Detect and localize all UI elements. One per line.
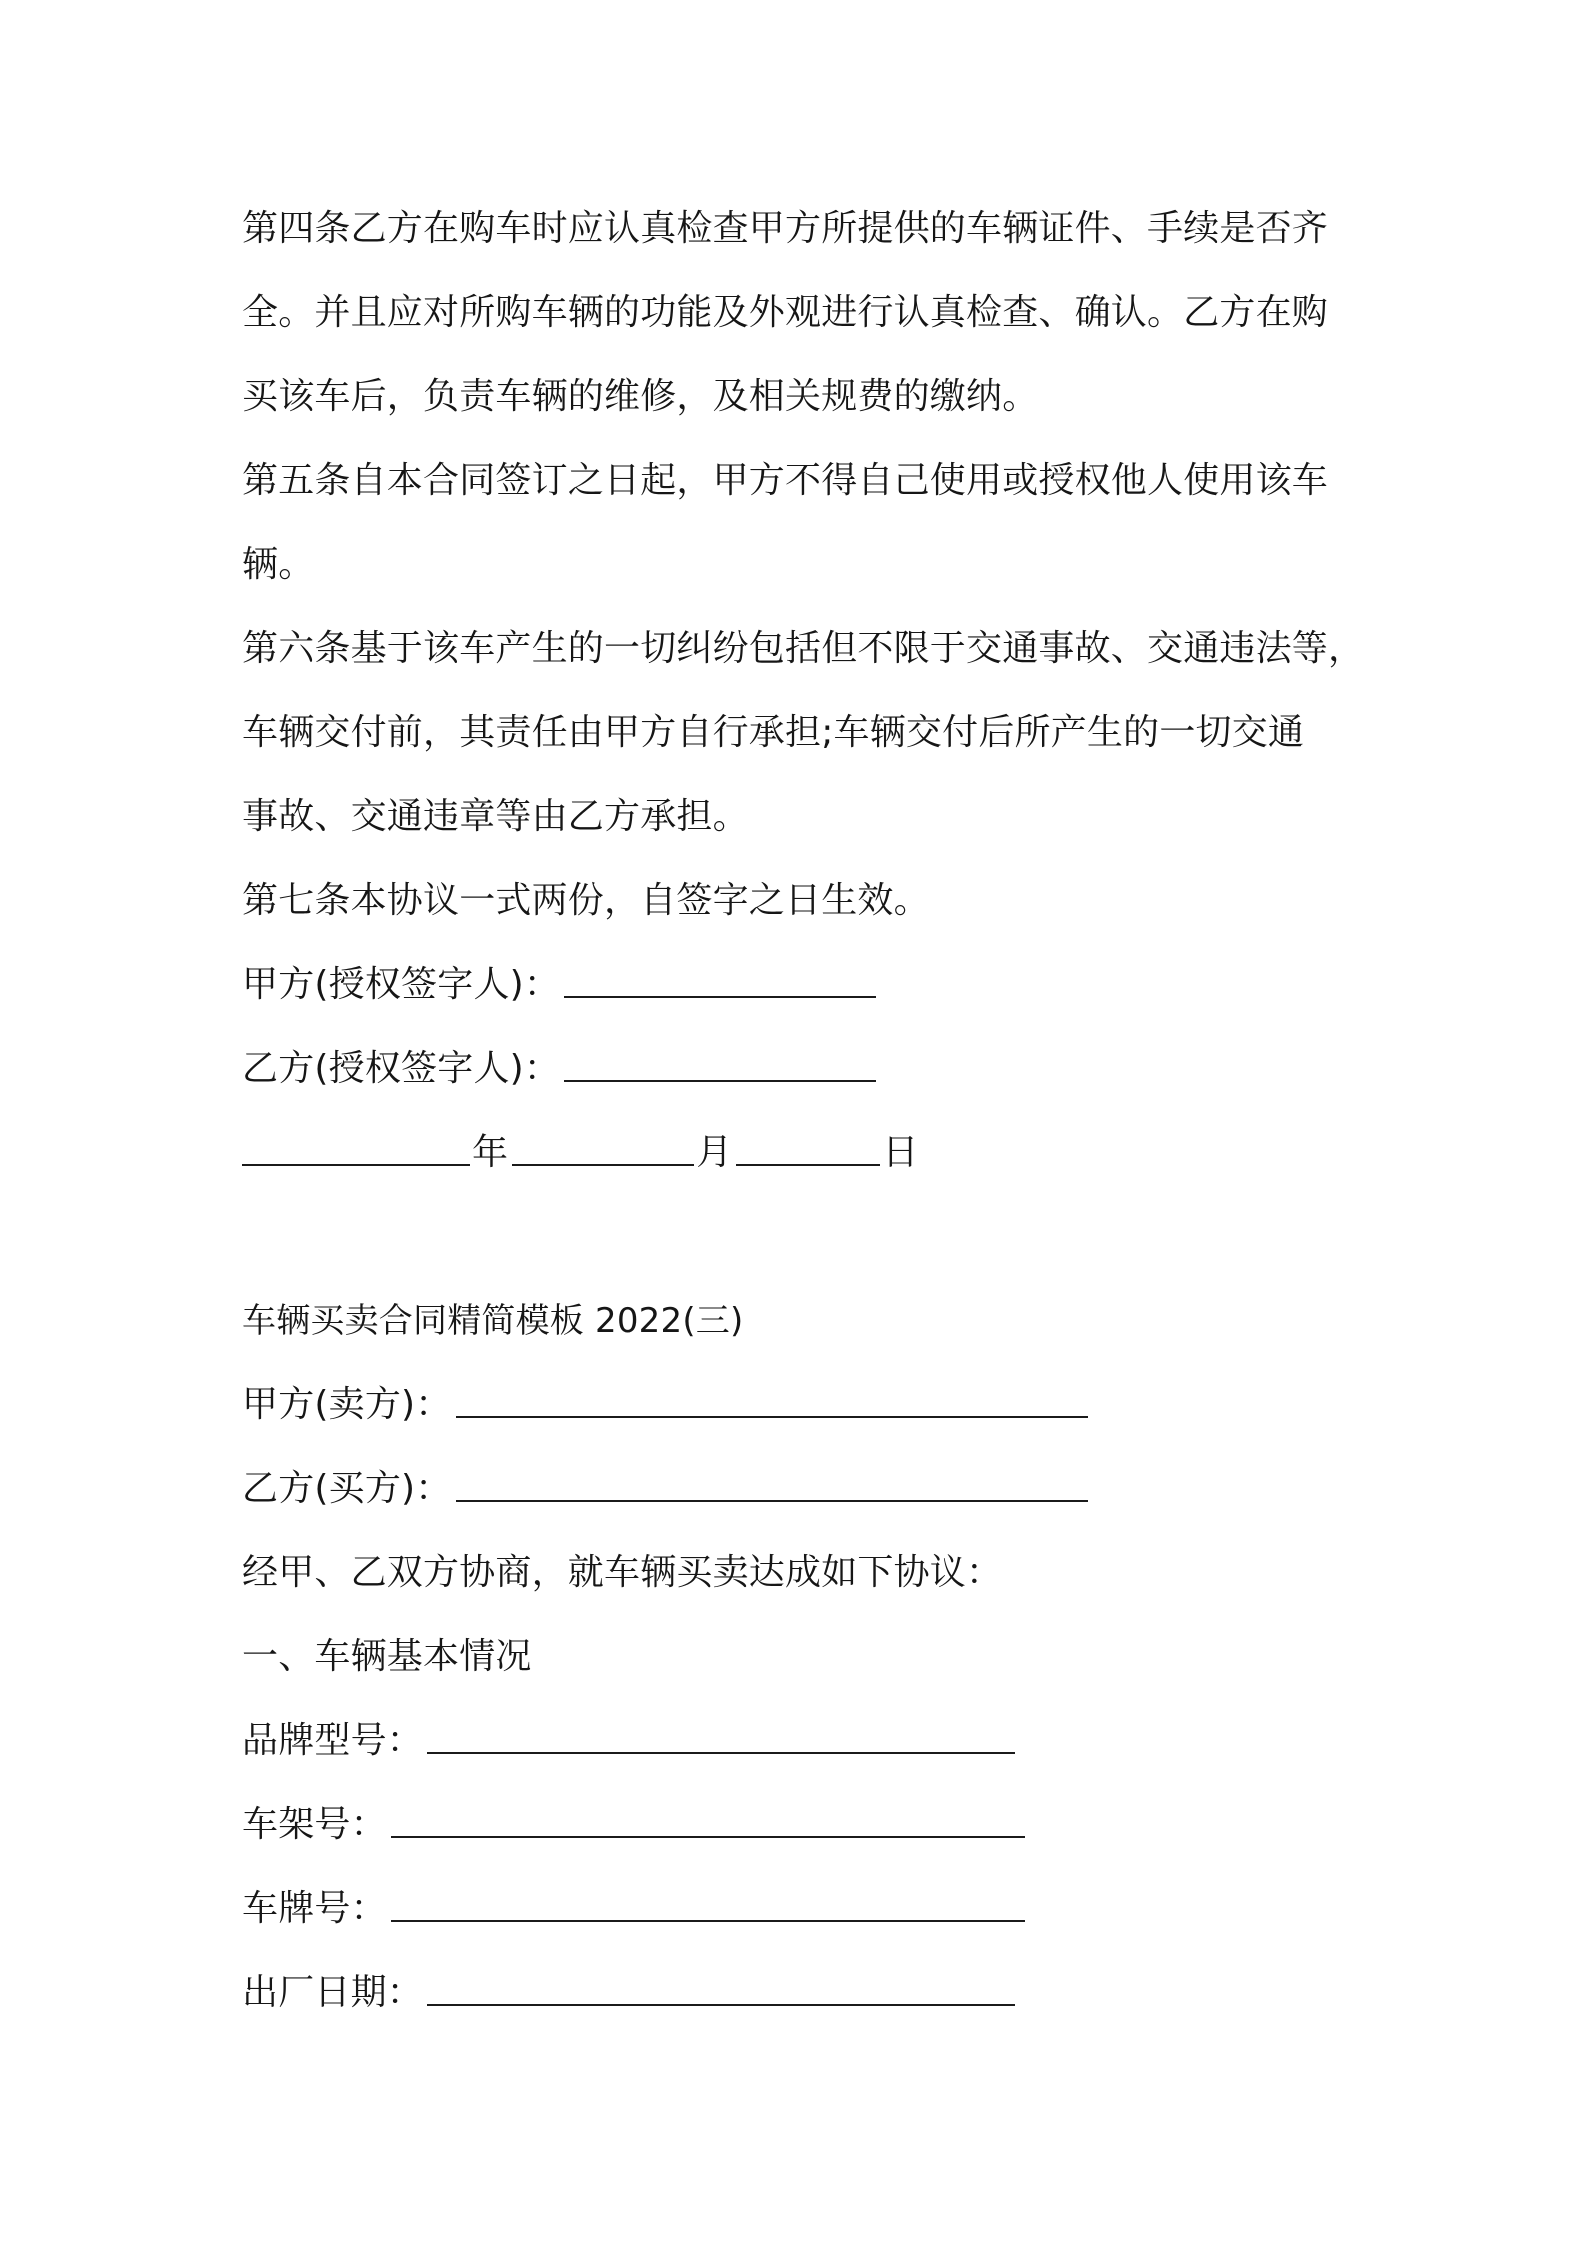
month-label: 月: [696, 1132, 733, 1173]
seller-row: [242, 1370, 1362, 1440]
buyer-field[interactable]: [456, 1470, 1088, 1502]
month-field[interactable]: [512, 1134, 694, 1166]
buyer-row: [242, 1454, 1362, 1524]
article-5-line-1: 第五条自本合同签订之日起，甲方不得自己使用或授权他人使用该车: [242, 460, 1329, 501]
article-4-line-2: 全。并且应对所购车辆的功能及外观进行认真检查、确认。乙方在购: [242, 292, 1329, 333]
article-6-line-3: 事故、交通违章等由乙方承担。: [242, 796, 749, 837]
plate-row: [242, 1874, 1362, 1944]
article-6-line-1: 第六条基于该车产生的一切纠纷包括但不限于交通事故、交通违法等，: [242, 628, 1365, 669]
contract-3-title: 车辆买卖合同精简模板 2022(三): [242, 1301, 744, 1341]
article-4-line-1: 第四条乙方在购车时应认真检查甲方所提供的车辆证件、手续是否齐: [242, 208, 1329, 249]
brand-model-label: 品牌型号：: [242, 1720, 424, 1761]
day-field[interactable]: [736, 1134, 880, 1166]
brand-model-field[interactable]: [427, 1722, 1015, 1754]
plate-label: 车牌号：: [242, 1888, 387, 1929]
party-b-signatory-label: 乙方(授权签字人)：: [242, 1048, 561, 1089]
year-label: 年: [472, 1132, 509, 1173]
article-5-line-2: 辆。: [242, 544, 315, 585]
agreement-intro: 经甲、乙双方协商，就车辆买卖达成如下协议：: [242, 1552, 1003, 1593]
day-label: 日: [882, 1132, 919, 1173]
year-field[interactable]: [242, 1134, 470, 1166]
party-a-signatory-row: [242, 950, 1362, 1020]
section-1-heading: 一、车辆基本情况: [242, 1636, 532, 1677]
manufacture-date-label: 出厂日期：: [242, 1972, 424, 2013]
article-4-line-3: 买该车后，负责车辆的维修，及相关规费的缴纳。: [242, 376, 1039, 417]
plate-field[interactable]: [391, 1890, 1025, 1922]
seller-label: 甲方(卖方)：: [242, 1384, 452, 1425]
party-b-signature-field[interactable]: [564, 1050, 876, 1082]
brand-model-row: [242, 1706, 1362, 1776]
vin-label: 车架号：: [242, 1804, 387, 1845]
article-6-line-2: 车辆交付前，其责任由甲方自行承担;车辆交付后所产生的一切交通: [242, 712, 1305, 753]
signing-date-row: [242, 1118, 1362, 1188]
party-a-signatory-label: 甲方(授权签字人)：: [242, 964, 561, 1005]
buyer-label: 乙方(买方)：: [242, 1468, 452, 1509]
article-7: 第七条本协议一式两份，自签字之日生效。: [242, 880, 930, 921]
seller-field[interactable]: [456, 1386, 1088, 1418]
party-b-signatory-row: [242, 1034, 1362, 1104]
party-a-signature-field[interactable]: [564, 966, 876, 998]
vin-row: [242, 1790, 1362, 1860]
manufacture-date-row: [242, 1958, 1362, 2028]
manufacture-date-field[interactable]: [427, 1974, 1015, 2006]
vin-field[interactable]: [391, 1806, 1025, 1838]
